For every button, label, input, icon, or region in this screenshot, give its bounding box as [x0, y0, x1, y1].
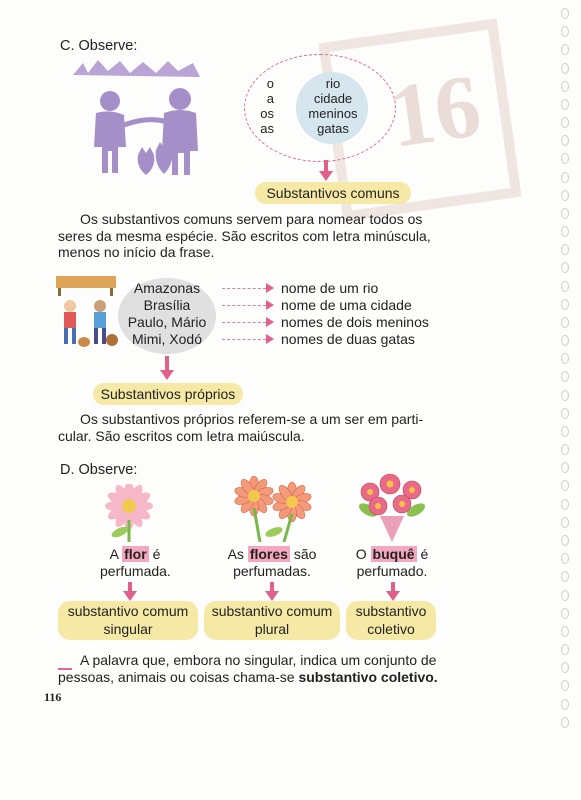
bouquet-illustration	[350, 470, 434, 542]
noun: meninos	[308, 106, 358, 121]
collective-conclusion: A palavra que, embora no singular, indica um conjunto de pessoas, animais ou coisas chama-se substantivo coletivo.	[58, 652, 438, 685]
sentence-plural: As flores são perfumadas.	[227, 546, 317, 579]
noun: rio	[325, 76, 341, 91]
sentence-singular: A flor é perfumada.	[100, 546, 171, 579]
section-d-heading: D. Observe:	[60, 462, 138, 478]
bleed-through-ghost: 16	[383, 56, 487, 167]
label-singular: substantivo comum singular	[58, 601, 198, 640]
sentence-collective: O buquê é perfumado.	[355, 546, 429, 579]
common-nouns-paragraph: Os substantivos comuns servem para nomear todos os seres da mesma espécie. São escritos com letra minúscula, menos no início da frase.	[58, 211, 431, 260]
highlighted-word: buquê	[372, 546, 415, 562]
connector-line	[222, 288, 266, 289]
page-number: 116	[44, 690, 62, 704]
articles-list	[254, 76, 274, 136]
right-arrow-icon	[266, 334, 274, 344]
common-nouns-list	[298, 76, 368, 136]
article: os	[260, 106, 274, 121]
children-dogs-illustration	[54, 274, 120, 352]
proper-nouns-label: Substantivos próprios	[93, 383, 243, 405]
proper-noun: Amazonas	[133, 280, 201, 296]
noun: gatas	[317, 121, 349, 136]
flowers-illustration	[230, 476, 316, 542]
proper-noun: Paulo, Mário	[127, 314, 207, 330]
spiral-binding	[561, 8, 575, 728]
proper-nouns-paragraph: Os substantivos próprios referem-se a um ser em parti- cular. São escritos com letra maiúscula.	[58, 411, 424, 444]
section-c-heading: C. Observe:	[60, 38, 138, 54]
article: as	[260, 121, 274, 136]
proper-noun: Mimi, Xodó	[131, 331, 203, 347]
common-nouns-label: Substantivos comuns	[255, 182, 411, 204]
connector-line	[222, 322, 266, 323]
down-arrow-icon	[386, 591, 400, 601]
label-plural: substantivo comum plural	[204, 601, 340, 640]
proper-nouns-meanings	[281, 280, 429, 348]
noun: cidade	[313, 91, 353, 106]
right-arrow-icon	[266, 317, 274, 327]
children-cats-illustration	[68, 55, 218, 185]
right-arrow-icon	[266, 300, 274, 310]
bold-term: substantivo coletivo.	[298, 668, 438, 685]
connector-line	[222, 339, 266, 340]
highlighted-word: flores	[249, 546, 288, 562]
proper-noun: Brasília	[143, 297, 191, 313]
article: o	[266, 76, 274, 91]
down-arrow-icon	[265, 591, 279, 601]
proper-nouns-list	[118, 280, 216, 348]
connector-line	[222, 305, 266, 306]
article: a	[266, 91, 274, 106]
meaning: nome de um rio	[281, 280, 379, 296]
meaning: nome de uma cidade	[281, 297, 412, 313]
highlighted-word: flor	[124, 546, 147, 562]
label-collective: substantivo coletivo	[346, 601, 436, 640]
down-arrow-icon	[123, 591, 137, 601]
down-arrow-icon	[319, 171, 333, 181]
meaning: nomes de dois meninos	[281, 314, 429, 330]
down-arrow-icon	[160, 370, 174, 380]
single-flower-illustration	[98, 484, 160, 542]
right-arrow-icon	[266, 283, 274, 293]
meaning: nomes de duas gatas	[281, 331, 415, 347]
arrow-stem	[165, 356, 169, 370]
